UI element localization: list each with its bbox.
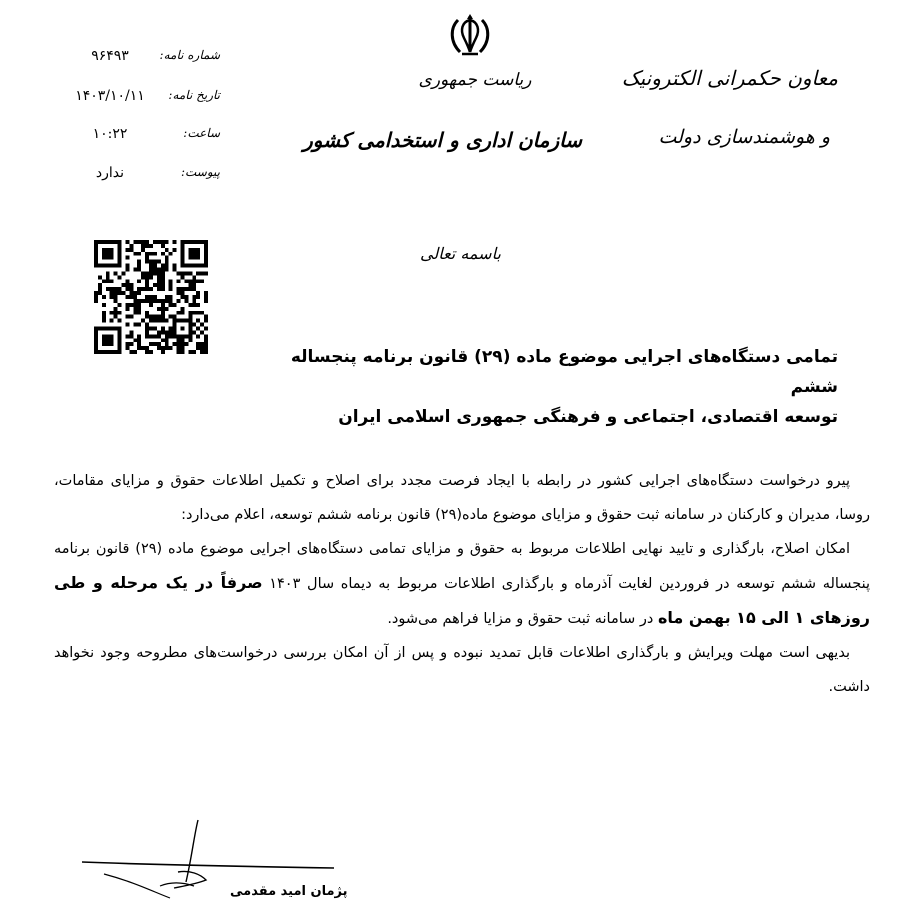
letter-time-row: [60, 126, 220, 148]
letter-time-label: ساعت:: [183, 126, 220, 140]
bismillah-heading: باسمه تعالی: [420, 244, 501, 263]
letter-attachment-row: [60, 165, 220, 187]
recipient-line-1: تمامی دستگاه‌های اجرایی موضوع ماده (۲۹) قانون برنامه پنجساله ششم: [290, 347, 838, 397]
body-paragraph-2-end: در سامانه ثبت حقوق و مزایا فراهم می‌شود.: [387, 611, 658, 627]
qr-code-icon: [94, 240, 208, 354]
letter-number-row: [60, 48, 220, 70]
letter-date-label: تاریخ نامه:: [168, 88, 220, 102]
letter-number-label: شماره نامه:: [159, 48, 220, 62]
body-paragraph-1: پیرو درخواست دستگاه‌های اجرایی کشور در رابطه با ایجاد فرصت مجدد برای اصلاح و تکمیل اطلاعات حقوق و مزایای مقامات، روسا، مدیران و کارکنان در سامانه ثبت حقوق و مزایای موضوع ماده(۲۹) قانون برنامه ششم توسعه، اعلام می‌دارد:: [54, 473, 870, 523]
letter-time-value: ۱۰:۲۲: [92, 126, 128, 142]
body-paragraph-2-start: امکان اصلاح، بارگذاری و تایید نهایی اطلاعات مربوط به حقوق و مزایای تمامی دستگاه‌های اجرایی موضوع ماده (۲۹) قانون برنامه پنجساله ششم توسعه در فروردین لغایت آذرماه و بارگذاری اطلاعات مربوط به دیماه سال ۱۴۰۳: [54, 541, 871, 592]
letter-body: [54, 464, 870, 704]
presidency-title: ریاست جمهوری: [418, 70, 532, 90]
letter-date-row: [60, 88, 220, 110]
body-paragraph-3: بدیهی است مهلت ویرایش و بارگذاری اطلاعات قابل تمدید نبوده و پس از آن امکان بررسی درخواست‌های مطروحه وجود نخواهد داشت.: [54, 645, 870, 695]
letter-date-value: ۱۴۰۳/۱۰/۱۱: [75, 88, 145, 104]
body-paragraph-2: [54, 532, 870, 636]
iran-emblem-icon: [442, 12, 498, 62]
body-paragraph-2-emphasis: صرفاً در یک مرحله و طی روزهای ۱ الی ۱۵ بهمن ماه: [54, 573, 870, 627]
office-title: معاون حکمرانی الکترونیک: [621, 66, 838, 90]
signer-name: پژمان امید مقدمی: [230, 884, 348, 899]
organization-title: سازمان اداری و استخدامی کشور: [303, 128, 582, 152]
letter-attachment-label: پیوست:: [180, 165, 220, 179]
letter-attachment-value: ندارد: [95, 165, 125, 181]
letter-number-value: ۹۶۴۹۳: [91, 48, 129, 64]
recipient-line-2: توسعه اقتصادی، اجتماعی و فرهنگی جمهوری اسلامی ایران: [338, 407, 838, 427]
office-subtitle: و هوشمندسازی دولت: [658, 126, 830, 148]
recipient-block: [238, 342, 838, 432]
